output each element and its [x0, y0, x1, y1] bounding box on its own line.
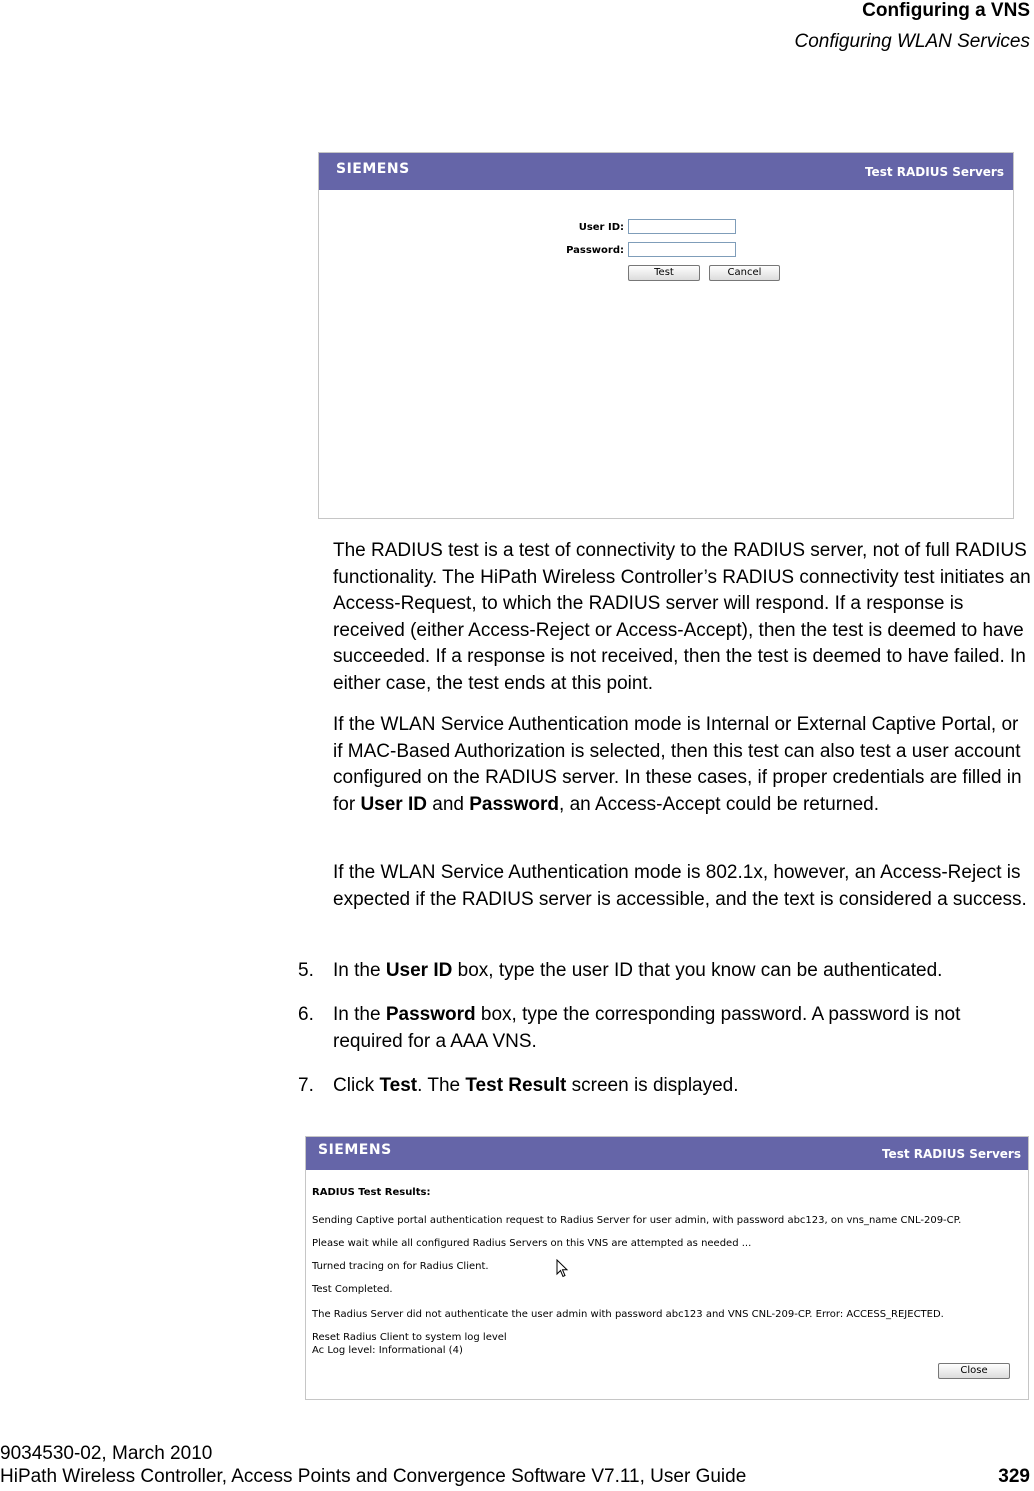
banner [319, 153, 1013, 190]
siemens-logo: SIEMENS [318, 1142, 392, 1158]
cancel-button[interactable]: Cancel [709, 265, 780, 281]
step-7: 7. Click Test. The Test Result screen is displayed. [298, 1075, 739, 1096]
page-number: 329 [998, 1466, 1030, 1487]
test-results-dialog [305, 1136, 1029, 1400]
password-input[interactable] [628, 242, 736, 257]
test-button[interactable]: Test [628, 265, 700, 281]
doc-title: HiPath Wireless Controller, Access Points and Convergence Software V7.11, User Guide [0, 1466, 747, 1487]
dialog-title: Test RADIUS Servers [881, 1147, 1021, 1161]
user-id-input[interactable] [628, 219, 736, 234]
result-line: The Radius Server did not authenticate the user admin with password abc123 and VNS CNL-209-CP. Error: ACCESS_REJECTED. [312, 1309, 944, 1320]
siemens-logo: SIEMENS [336, 161, 410, 177]
dialog-title: Test RADIUS Servers [864, 165, 1004, 179]
result-line: Please wait while all configured Radius Servers on this VNS are attempted as needed ... [312, 1238, 752, 1249]
step-6: 6. In the Password box, type the corresponding password. A password is not required for a AAA VNS. [298, 1004, 961, 1052]
user-id-label: User ID: [578, 222, 624, 233]
result-line: Sending Captive portal authentication request to Radius Server for user admin, with password abc123, on vns_name CNL-209-CP. [312, 1215, 962, 1226]
paragraph-8021x: If the WLAN Service Authentication mode is 802.1x, however, an Access-Reject is expected if the RADIUS server is accessible, and the text is considered a success. [333, 862, 1027, 910]
result-line: Turned tracing on for Radius Client. [312, 1261, 489, 1272]
section-title: Configuring WLAN Services [794, 31, 1030, 52]
chapter-title: Configuring a VNS [862, 0, 1030, 21]
result-line: Reset Radius Client to system log level [312, 1332, 507, 1343]
paragraph-captive-portal: If the WLAN Service Authentication mode is Internal or External Captive Portal, or if MAC-Based Authorization is selected, then this test can also test a user account configured on the RADIUS server. In these cases, if proper credentials are filled in for User ID and Password, an Access-Accept could be returned. [333, 714, 1022, 815]
results-heading: RADIUS Test Results: [312, 1187, 431, 1198]
password-label: Password: [566, 245, 624, 256]
close-button[interactable]: Close [938, 1363, 1010, 1379]
banner [306, 1137, 1028, 1170]
step-5: 5. In the User ID box, type the user ID that you know can be authenticated. [298, 960, 943, 981]
doc-id: 9034530-02, March 2010 [0, 1443, 213, 1464]
mouse-cursor-icon [556, 1259, 570, 1279]
test-radius-dialog [318, 152, 1014, 519]
result-line: Ac Log level: Informational (4) [312, 1345, 463, 1356]
paragraph-radius-test: The RADIUS test is a test of connectivity to the RADIUS server, not of full RADIUS functionality. The HiPath Wireless Controller’s RADIUS connectivity test initiates an Access-Request, to which the RADIUS server will respond. If a response is received (either Access-Reject or Access-Accept), then the test is deemed to have succeeded. If a response is not received, then the test is deemed to have failed. In either case, the test ends at this point. [333, 540, 1031, 694]
result-line: Test Completed. [312, 1284, 393, 1295]
